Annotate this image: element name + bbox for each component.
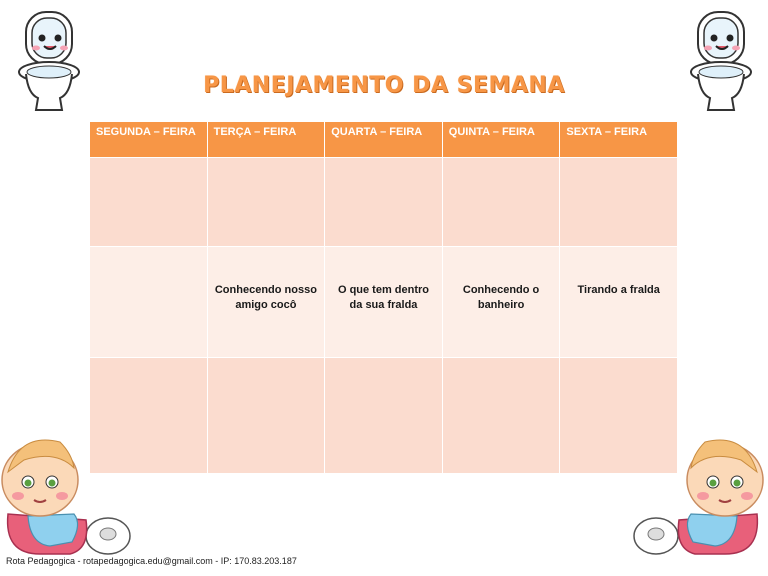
page-title: PLANEJAMENTO DA SEMANA <box>203 73 565 98</box>
activity-label: Tirando a fralda <box>577 284 660 296</box>
weekly-plan-table <box>89 121 678 474</box>
table-cell <box>90 358 208 474</box>
table-cell <box>560 158 678 247</box>
table-cell <box>442 358 560 474</box>
table-cell <box>560 358 678 474</box>
table-cell <box>442 158 560 247</box>
table-cell <box>442 247 560 358</box>
table-cell <box>207 158 325 247</box>
toilet-icon <box>686 8 756 114</box>
table-row <box>90 158 678 247</box>
activity-label: Conhecendo nosso amigo cocô <box>214 284 317 311</box>
column-header-wednesday: QUARTA – FEIRA <box>325 122 443 158</box>
column-header-thursday: QUINTA – FEIRA <box>442 122 560 158</box>
column-header-friday: SEXTA – FEIRA <box>560 122 678 158</box>
table-cell <box>207 358 325 474</box>
table-cell <box>325 358 443 474</box>
table-row <box>90 358 678 474</box>
table-cell <box>207 247 325 358</box>
table-cell <box>560 247 678 358</box>
footer-text: Rota Pedagogica - rotapedagogica.edu@gmail.com - IP: 170.83.203.187 <box>6 556 297 566</box>
table-cell <box>90 247 208 358</box>
table-cell <box>325 158 443 247</box>
activity-label: Conhecendo o banheiro <box>462 284 540 311</box>
table-cell <box>90 158 208 247</box>
column-header-tuesday: TERÇA – FEIRA <box>207 122 325 158</box>
table-cell <box>325 247 443 358</box>
table-header-row <box>90 122 678 158</box>
table-row <box>90 247 678 358</box>
column-header-monday: SEGUNDA – FEIRA <box>90 122 208 158</box>
activity-label: O que tem dentro da sua fralda <box>337 284 430 311</box>
toilet-icon <box>14 8 84 114</box>
